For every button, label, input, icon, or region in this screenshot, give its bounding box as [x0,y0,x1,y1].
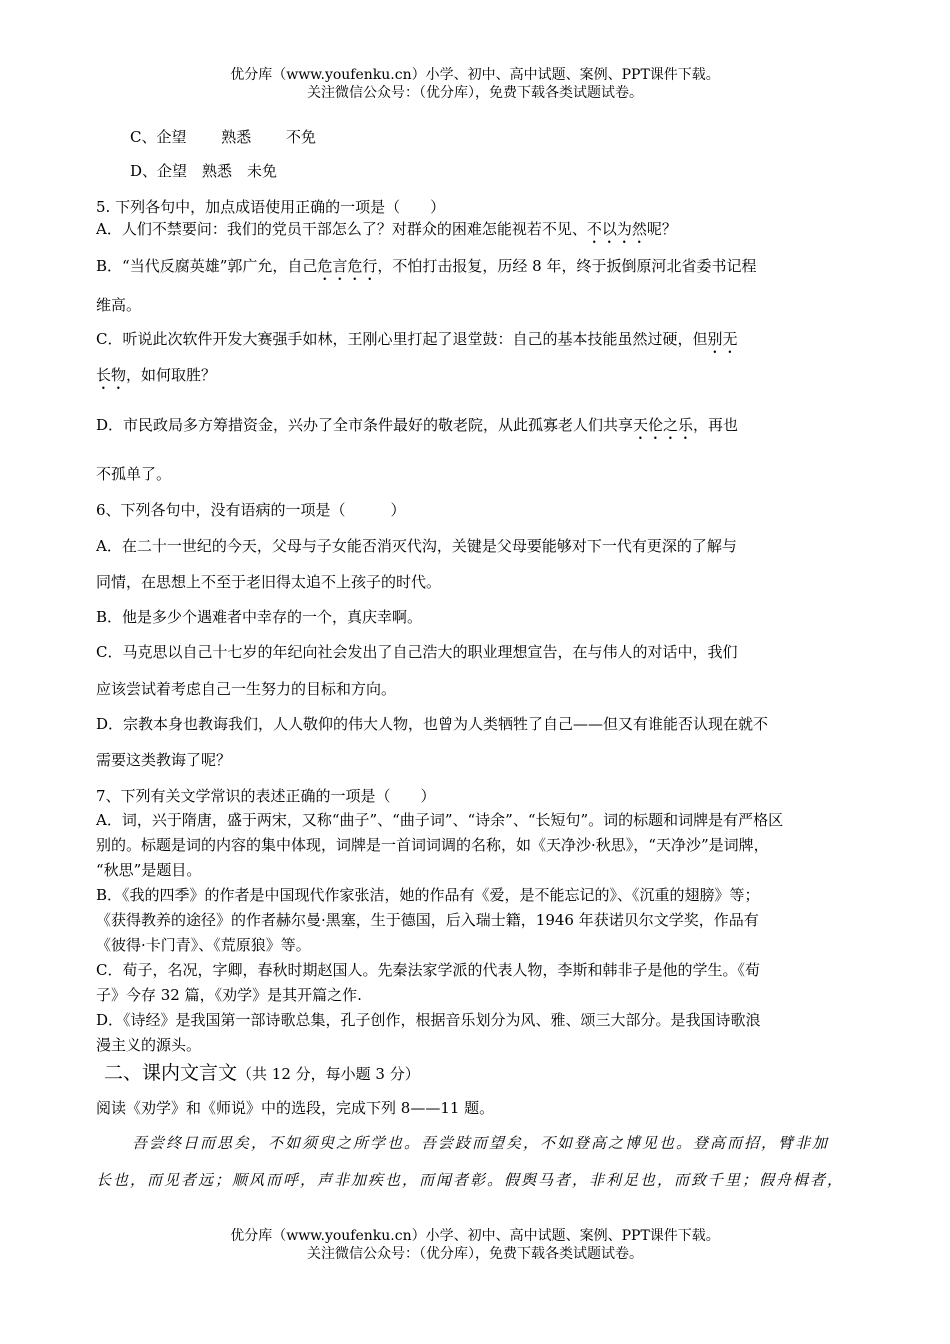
q5-b-text: B．“当代反腐英雄”郭广允，自己 [96,257,318,275]
q6-option-b: B．他是多少个遇难者中幸存的一个，真庆幸啊。 [96,608,423,626]
q5-option-c-cont [96,364,866,393]
q7-option-c-2: 子》今存 32 篇，《劝学》是其开篇之作. [96,986,362,1004]
q5-c-end: ，如何取胜？ [126,366,217,384]
passage-line-2: 长也，而见者远；顺风而呼，声非加疾也，而闻者彰。假舆马者，非利足也，而致千里；假舟楫者， [96,1171,845,1189]
section-2-intro: 阅读《劝学》和《师说》中的选段，完成下列 8——11 题。 [96,1099,495,1117]
q6-option-a-1: A．在二十一世纪的今天，父母与子女能否消灭代沟，关键是父母要能够对下一代有更深的了解与 [96,537,737,555]
page-footer [0,1227,950,1263]
q5-b-end: ，不怕打击报复，历经 8 年，终于扳倒原河北省委书记程 [377,257,757,275]
q5-d-idiom: 天伦之乐 [633,416,694,434]
q5-c-idiom-part2: 长物 [96,366,127,384]
footer-line-2: 关注微信公众号：（优分库），免费下载各类试题试卷。 [307,1246,643,1262]
q5-stem: 5. 下列各句中，加点成语使用正确的一项是（ ） [96,198,446,216]
q7-option-b-1: B．《我的四季》的作者是中国现代作家张洁，她的作品有《爱，是不能忘记的》、《沉重的翅膀》等； [96,886,760,904]
section-2-score: （共 12 分，每小题 3 分） [237,1065,420,1083]
q7-option-d-2: 漫主义的源头。 [96,1036,202,1054]
q7-option-a-3: “秋思”是题目。 [96,861,202,879]
q5-a-end: 呢？ [646,220,677,238]
q5-option-a [96,218,866,247]
q5-a-idiom: 不以为然 [586,220,647,238]
header-line-1: 优分库（www.youfenku.cn）小学、初中、高中试题、案例、PPT课件下载。 [230,67,720,83]
q6-option-c-1: C．马克思以自己十七岁的年纪向社会发出了自己浩大的职业理想宣告，在与伟人的对话中，我们 [96,643,738,661]
q6-option-d-2: 需要这类教诲了呢？ [96,751,232,769]
section-2-title: 二、课内文言文 [104,1062,238,1084]
passage-line-1: 吾尝终日而思矣，不如须臾之所学也。吾尝跂而望矣，不如登高之博见也。登高而招，臂非加 [132,1134,830,1152]
q4-option-c: C、企望 熟悉 不免 [130,128,317,146]
q5-c-idiom-part1: 别无 [707,330,738,348]
q7-option-b-2: 《获得教养的途径》的作者赫尔曼·黑塞，生于德国，后入瑞士籍，1946 年获诺贝尔文学奖，作品有 [96,911,759,929]
q5-d-end: ，再也 [693,416,739,434]
q5-c-text: C．听说此次软件开发大赛强手如林，王刚心里打起了退堂鼓：自己的基本技能虽然过硬，但 [96,330,708,348]
q7-stem: 7、下列有关文学常识的表述正确的一项是（ ） [96,787,436,805]
section-2-heading [104,1058,874,1085]
q5-a-text: A．人们不禁要问：我们的党员干部怎么了？对群众的困难怎能视若不见、 [96,220,587,238]
q7-option-a-1: A．词，兴于隋唐，盛于两宋，又称“曲子”、“曲子词”、“诗余”、“长短句”。词的标题和词牌是有严格区 [96,811,784,829]
q7-option-c-1: C．荀子，名况，字卿，春秋时期赵国人。先秦法家学派的代表人物，李斯和韩非子是他的学生。《荀 [96,961,760,979]
page-header [0,66,950,102]
q5-d-text: D．市民政局多方筹措资金，兴办了全市条件最好的敬老院，从此孤寡老人们共享 [96,416,634,434]
q5-option-b [96,255,866,284]
q4-option-d: D、企望 熟悉 未免 [130,162,278,180]
q5-option-d-cont: 不孤单了。 [96,465,172,483]
q5-option-c [96,328,866,357]
q6-option-d-1: D．宗教本身也教诲我们，人人敬仰的伟大人物，也曾为人类牺牲了自己——但又有谁能否认现在就不 [96,715,769,733]
q7-option-a-2: 别的。标题是词的内容的集中体现，词牌是一首词词调的名称，如《天净沙·秋思》，“天净沙”是词牌， [96,836,769,854]
q7-option-d-1: D．《诗经》是我国第一部诗歌总集，孔子创作，根据音乐划分为风、雅、颂三大部分。是我国诗歌浪 [96,1011,761,1029]
q6-option-a-2: 同情，在思想上不至于老旧得太追不上孩子的时代。 [96,573,442,591]
q7-option-b-3: 《彼得·卡门青》、《荒原狼》等。 [96,936,311,954]
q6-stem: 6、下列各句中，没有语病的一项是（ ） [96,501,406,519]
footer-line-1: 优分库（www.youfenku.cn）小学、初中、高中试题、案例、PPT课件下载。 [230,1228,720,1244]
q6-option-c-2: 应该尝试着考虑自己一生努力的目标和方向。 [96,680,397,698]
header-line-2: 关注微信公众号：（优分库），免费下载各类试题试卷。 [307,85,643,101]
q5-option-d [96,414,866,443]
q5-option-b-cont: 维高。 [96,296,142,314]
q5-b-idiom: 危言危行 [317,257,378,275]
